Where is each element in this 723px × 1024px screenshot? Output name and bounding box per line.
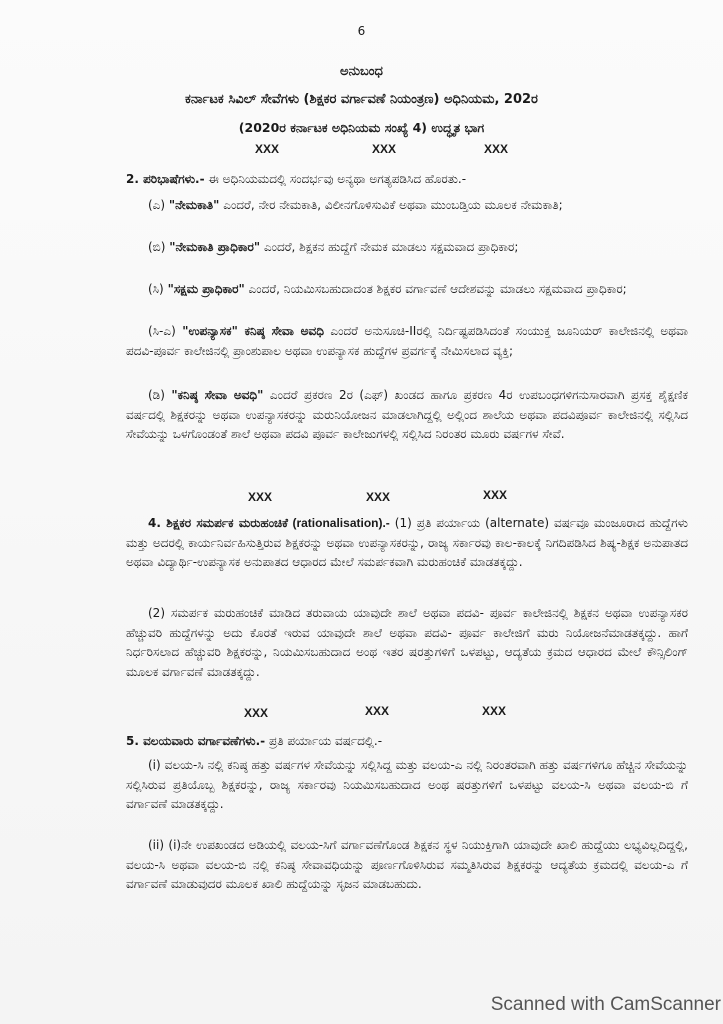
definition-b: (ಬಿ) "ನೇಮಕಾತಿ ಪ್ರಾಧಿಕಾರ" ಎಂದರೆ, ಶಿಕ್ಷಕನ ಹುದ್ದೆಗೆ ನೇಮಕ ಮಾಡಲು ಸಕ್ಷಮವಾದ ಪ್ರಾಧಿಕಾರ; (148, 240, 519, 254)
separator-mark: XXX (244, 706, 269, 720)
section-5-title: 5. ವಲಯವಾರು ವರ್ಗಾವಣೆಗಳು.- (126, 734, 266, 748)
separator-mark: XXX (255, 142, 280, 156)
section-4-para-2: (2) ಸಮರ್ಪಕ ಮರುಹಂಚಿಕೆ ಮಾಡಿದ ತರುವಾಯ ಯಾವುದೇ ಶಾಲೆ ಅಥವಾ ಪದವಿ- ಪೂರ್ವ ಕಾಲೇಜಿನಲ್ಲಿ ಶಿಕ್ಷಕನ ಅಥವಾ ಉಪನ್ಯಾಸಕರ ಹೆಚ್ಚುವರಿ ಹುದ್ದೆಗಳನ್ನು ಅದು ಕೊರತೆ ಇರುವ ಯಾವುದೇ ಶಾಲೆ ಅಥವಾ ಪದವಿ- ಪೂರ್ವ ಕಾಲೇಜಿಗೆ ಮರು ನಿಯೋಜನೆಮಾಡತಕ್ಕದ್ದು. ಹಾಗೆ ನಿರ್ಧರಿಸಲಾದ ಹೆಚ್ಚುವರಿ ಶಿಕ್ಷಕರನ್ನು, ನಿಯಮಿಸಬಹುದಾದ ಅಂಥ ಇತರ ಷರತ್ತುಗಳಿಗೆ ಒಳಪಟ್ಟು, ಆದ್ಯತೆಯ ಕ್ರಮದ ಆಧಾರದ ಮೇಲೆ ಕೌನ್ಸಿಲಿಂಗ್ ಮೂಲಕ ವರ್ಗಾವಣೆ ಮಾಡತಕ್ಕದ್ದು. (126, 606, 688, 679)
separator-mark: XXX (372, 142, 397, 156)
separator-mark: XXX (482, 704, 507, 718)
definition-a: (ಎ) "ನೇಮಕಾತಿ" ಎಂದರೆ, ನೇರ ನೇಮಕಾತಿ, ವಿಲೀನಗೊಳಿಸುವಿಕೆ ಅಥವಾ ಮುಂಬಡ್ತಿಯ ಮೂಲಕ ನೇಮಕಾತಿ; (148, 198, 563, 212)
definition-d: (ಡಿ) "ಕನಿಷ್ಠ ಸೇವಾ ಅವಧಿ" ಎಂದರೆ ಪ್ರಕರಣ 2ರ (ಎಫ್) ಖಂಡದ ಹಾಗೂ ಪ್ರಕರಣ 4ರ ಉಪಬಂಧಗಳಿಗನುಸಾರವಾಗಿ ಪ್ರಸಕ್ತ ಶೈಕ್ಷಣಿಕ ವರ್ಷದಲ್ಲಿ ಶಿಕ್ಷಕರನ್ನು ಅಥವಾ ಉಪನ್ಯಾಸಕರನ್ನು ಮರುನಿಯೋಜನ ಮಾಡಲಾಗಿದ್ದಲ್ಲಿ ಅಲ್ಲಿಂದ ಶಾಲೆಯ ಅಥವಾ ಪದವಿಪೂರ್ವ ಕಾಲೇಜಿನಲ್ಲಿ ಸಲ್ಲಿಸಿದ ಸೇವೆಯನ್ನು ಒಳಗೊಂಡಂತೆ ಶಾಲೆ ಅಥವಾ ಪದವಿ ಪೂರ್ವ ಕಾಲೇಜುಗಳಲ್ಲಿ ಸಲ್ಲಿಸಿದ ನಿರಂತರ ಮೂರು ವರ್ಷಗಳ ಸೇವೆ. (126, 388, 688, 441)
separator-mark: XXX (365, 704, 390, 718)
definition-ca: (ಸಿ-ಎ) "ಉಪನ್ಯಾಸಕ" ಕನಿಷ್ಠ ಸೇವಾ ಅವಧಿ ಎಂದರೆ ಅನುಸೂಚಿ-IIರಲ್ಲಿ ನಿರ್ದಿಷ್ಟಪಡಿಸಿದಂತೆ ಸಂಯುಕ್ತ ಜೂನಿಯರ್ ಕಾಲೇಜಿನಲ್ಲಿ ಅಥವಾ ಪದವಿ-ಪೂರ್ವ ಕಾಲೇಜಿನಲ್ಲಿ ಪ್ರಾಂಶುಪಾಲ ಅಥವಾ ಉಪನ್ಯಾಸಕ ಹುದ್ದೆಗಳ ಪ್ರವರ್ಗಕ್ಕೆ ನೇಮಿಸಲಾದ ವ್ಯಕ್ತಿ; (126, 324, 688, 358)
separator-mark: XXX (248, 490, 273, 504)
section-2-intro: 2. ಪರಿಭಾಷೆಗಳು.- ಈ ಅಧಿನಿಯಮದಲ್ಲಿ ಸಂದರ್ಭವು ಅನ್ಯಥಾ ಅಗತ್ಯಪಡಿಸಿದ ಹೊರತು.- (126, 172, 467, 186)
act-subtitle: (2020ರ ಕರ್ನಾಟಕ ಅಧಿನಿಯಮ ಸಂಖ್ಯೆ 4) ಉದ್ಧೃತ ಭಾಗ (238, 120, 485, 135)
separator-mark: XXX (484, 142, 509, 156)
act-title: ಕರ್ನಾಟಕ ಸಿವಿಲ್ ಸೇವೆಗಳು (ಶಿಕ್ಷಕರ ವರ್ಗಾವಣೆ ನಿಯಂತ್ರಣ) ಅಧಿನಿಯಮ, 202ರ (185, 92, 538, 107)
section-4-para-1: 4. ಶಿಕ್ಷಕರ ಸಮರ್ಪಕ ಮರುಹಂಚಿಕೆ (rationalisation).- (1) ಪ್ರತಿ ಪರ್ಯಾಯ (alternate) ವರ್ಷವೂ ಮಂಜೂರಾದ ಹುದ್ದೆಗಳು ಮತ್ತು ಅದರಲ್ಲಿ ಕಾರ್ಯನಿರ್ವಹಿಸುತ್ತಿರುವ ಶಿಕ್ಷಕರನ್ನು ಅಥವಾ ಉಪನ್ಯಾಸಕರನ್ನು, ರಾಜ್ಯ ಸರ್ಕಾರವು ಕಾಲ-ಕಾಲಕ್ಕೆ ನಿಗದಿಪಡಿಸಿದ ಶಿಷ್ಯ-ಶಿಕ್ಷಕ ಅನುಪಾತದ ಅಥವಾ ವಿದ್ಯಾರ್ಥಿ-ಉಪನ್ಯಾಸಕ ಅನುಪಾತದ ಆಧಾರದ ಮೇಲೆ ಸಮರ್ಪಕವಾಗಿ ಮರುಹಂಚಿಕೆ ಮಾಡತಕ್ಕದ್ದು. (126, 516, 689, 569)
separator-mark: XXX (483, 488, 508, 502)
section-5-intro: 5. ವಲಯವಾರು ವರ್ಗಾವಣೆಗಳು.- ಪ್ರತಿ ಪರ್ಯಾಯ ವರ್ಷದಲ್ಲಿ.- (126, 734, 383, 748)
page-number: 6 (357, 24, 366, 38)
section-2-title: 2. ಪರಿಭಾಷೆಗಳು.- (126, 172, 205, 186)
section-4-title: 4. ಶಿಕ್ಷಕರ ಸಮರ್ಪಕ ಮರುಹಂಚಿಕೆ (148, 516, 288, 530)
section-5-clause-ii: (ii) (i)ನೇ ಉಪಖಂಡದ ಅಡಿಯಲ್ಲಿ ವಲಯ-ಸಿಗೆ ವರ್ಗಾವಣೆಗೊಂಡ ಶಿಕ್ಷಕನ ಸ್ಥಳ ನಿಯುಕ್ತಿಗಾಗಿ ಯಾವುದೇ ಖಾಲಿ ಹುದ್ದೆಯು ಲಭ್ಯವಿಲ್ಲದಿದ್ದಲ್ಲಿ, ವಲಯ-ಸಿ ಅಥವಾ ವಲಯ-ಬಿ ನಲ್ಲಿ ಕನಿಷ್ಠ ಸೇವಾವಧಿಯನ್ನು ಪೂರ್ಣಗೊಳಿಸಿರುವ ಸಮ್ಮತಿಸಿರುವ ಶಿಕ್ಷಕರನ್ನು ಆದ್ಯತೆಯ ಕ್ರಮದಲ್ಲಿ ವಲಯ-ಎ ಗೆ ವರ್ಗಾವಣೆ ಮಾಡುವುದರ ಮೂಲಕ ಖಾಲಿ ಹುದ್ದೆಯನ್ನು ಸೃಜನ ಮಾಡಬಹುದು. (126, 838, 688, 891)
definition-c: (ಸಿ) "ಸಕ್ಷಮ ಪ್ರಾಧಿಕಾರ" ಎಂದರೆ, ನಿಯಮಿಸಬಹುದಾದಂತ ಶಿಕ್ಷಕರ ವರ್ಗಾವಣೆ ಆದೇಶವನ್ನು ಮಾಡಲು ಸಕ್ಷಮವಾದ ಪ್ರಾಧಿಕಾರ; (148, 282, 627, 296)
section-5-clause-i: (i) ವಲಯ-ಸಿ ನಲ್ಲಿ ಕನಿಷ್ಠ ಹತ್ತು ವರ್ಷಗಳ ಸೇವೆಯನ್ನು ಸಲ್ಲಿಸಿದ್ದ ಮತ್ತು ವಲಯ-ಎ ನಲ್ಲಿ ನಿರಂತರವಾಗಿ ಹತ್ತು ವರ್ಷಗಳಿಗೂ ಹೆಚ್ಚಿನ ಸೇವೆಯನ್ನು ಸಲ್ಲಿಸಿರುವ ಪ್ರತಿಯೊಬ್ಬ ಶಿಕ್ಷಕರನ್ನು, ರಾಜ್ಯ ಸರ್ಕಾರವು ನಿಯಮಿಸಬಹುದಾದ ಅಂಥ ಷರತ್ತುಗಳಿಗೆ ಒಳಪಟ್ಟು ವಲಯ-ಸಿ ಅಥವಾ ವಲಯ-ಬಿ ಗೆ ವರ್ಗಾವಣೆ ಮಾಡತಕ್ಕದ್ದು. (126, 758, 688, 811)
camscanner-watermark: Scanned with CamScanner (490, 994, 721, 1015)
separator-mark: XXX (366, 490, 391, 504)
annex-heading: ಅನುಬಂಧ (340, 64, 383, 79)
